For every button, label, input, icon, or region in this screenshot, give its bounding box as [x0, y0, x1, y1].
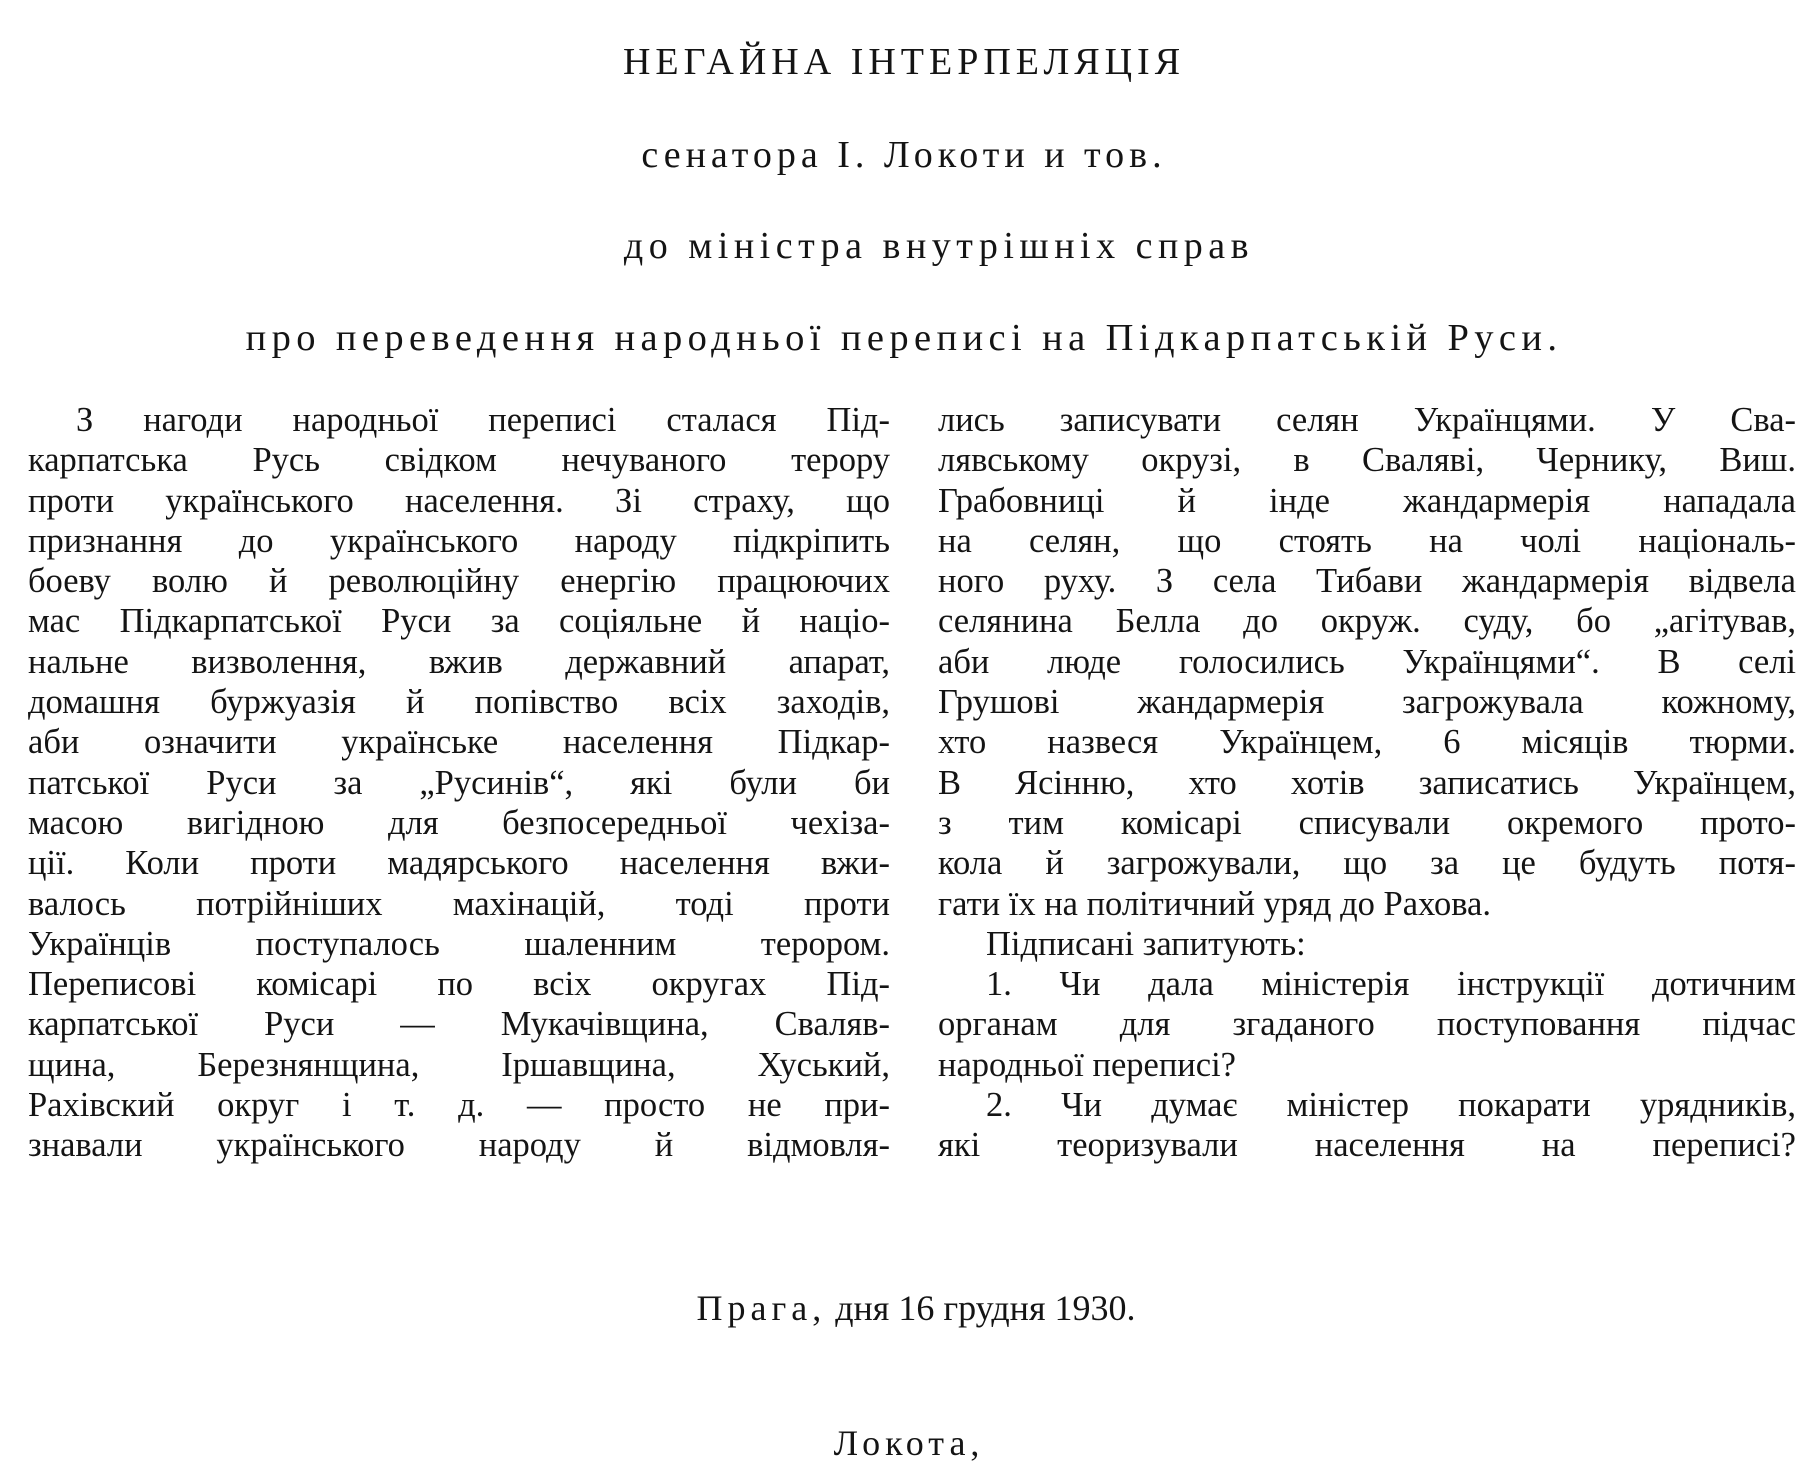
text-line: Рахівский округ і т. д. — просто не при-	[28, 1086, 890, 1125]
text-line: кола й загрожували, що за це будуть потя-	[938, 844, 1796, 883]
text-line: карпатська Русь свідком нечуваного терору	[28, 441, 890, 480]
text-line: з тим комісарі списували окремого прото-	[938, 803, 1796, 842]
text-line: лявському окрузі, в Сваляві, Чернику, Виш.	[938, 441, 1796, 480]
document-title: НЕГАЙНА ІНТЕРПЕЛЯЦІЯ	[622, 41, 1186, 83]
text-line: аби люде голосились Українцями“. В селі	[938, 642, 1796, 681]
text-line: валось потрійніших махінацій, тоді проти	[28, 884, 890, 923]
text-line: проти українського населення. Зі страху, що	[28, 481, 890, 520]
subtitle-subject: про переведення народньої переписі на Підкарпатській Руси.	[245, 317, 1563, 359]
place-and-date	[0, 1285, 1808, 1331]
text-line: З нагоди народньої переписі сталася Під-	[76, 401, 890, 439]
question-1-line: 1. Чи дала міністерія інструкції дотичним	[986, 965, 1796, 1004]
text-line: нальне визволення, вжив державний апарат,	[28, 642, 890, 681]
text-line: аби означити українське населення Підкар-	[28, 723, 890, 762]
question-1-line: органам для згаданого поступовання підчас	[938, 1005, 1796, 1044]
text-line: Українців поступалось шаленним терором.	[28, 924, 890, 963]
text-line: боеву волю й революційну енергію працюючих	[28, 562, 890, 601]
text-line: В Ясінню, хто хотів записатись Українцем,	[938, 763, 1796, 802]
text-line: Грабовниці й інде жандармерія нападала	[938, 481, 1796, 520]
text-line: домашня буржуазія й попівство всіх заходів,	[28, 683, 890, 722]
text-line: знавали українського народу й відмовля-	[28, 1126, 890, 1165]
questions-intro: Підписані запитують:	[986, 924, 1306, 963]
text-line: щина, Березнянщина, Іршавщина, Хуський,	[28, 1045, 890, 1084]
text-line: на селян, що стоять на чолі національ-	[938, 521, 1796, 560]
text-line: гати їх на політичний уряд до Рахова.	[938, 884, 1491, 923]
right-column	[938, 400, 1796, 1166]
question-2-line: 2. Чи думає міністер покарати урядників,	[986, 1086, 1796, 1125]
text-line: признання до українського народу підкріпить	[28, 521, 890, 560]
text-line: Грушові жандармерія загрожувала кожному,	[938, 683, 1796, 722]
date: дня 16 грудня 1930.	[835, 1288, 1136, 1328]
text-line: масою вигідною для безпосередньої чехіза-	[28, 803, 890, 842]
text-line: ції. Коли проти мадярського населення вжи-	[28, 844, 890, 883]
text-line: селянина Белла до окруж. суду, бо „агітував,	[938, 602, 1796, 641]
text-line: ного руху. З села Тибави жандармерія відвела	[938, 562, 1796, 601]
question-2-line: які теоризували населення на переписі?	[938, 1126, 1796, 1165]
text-line: лись записувати селян Українцями. У Сва-	[938, 401, 1796, 439]
left-column	[28, 400, 890, 1166]
signature: Локота,	[833, 1423, 985, 1463]
subtitle-author: сенатора І. Локоти и тов.	[641, 134, 1167, 176]
text-line: хто назвеся Українцем, 6 місяців тюрми.	[938, 723, 1796, 762]
text-line: патської Руси за „Русинів“, які були би	[28, 763, 890, 802]
subtitle-addressee: до міністра внутрішніх справ	[623, 225, 1255, 267]
text-line: Переписові комісарі по всіх округах Під-	[28, 965, 890, 1004]
text-line: карпатської Руси — Мукачівщина, Сваляв-	[28, 1005, 890, 1044]
place: Прага,	[696, 1288, 827, 1328]
text-line: мас Підкарпатської Руси за соціяльне й націо-	[28, 602, 890, 641]
question-1-line: народньої переписі?	[938, 1045, 1236, 1084]
